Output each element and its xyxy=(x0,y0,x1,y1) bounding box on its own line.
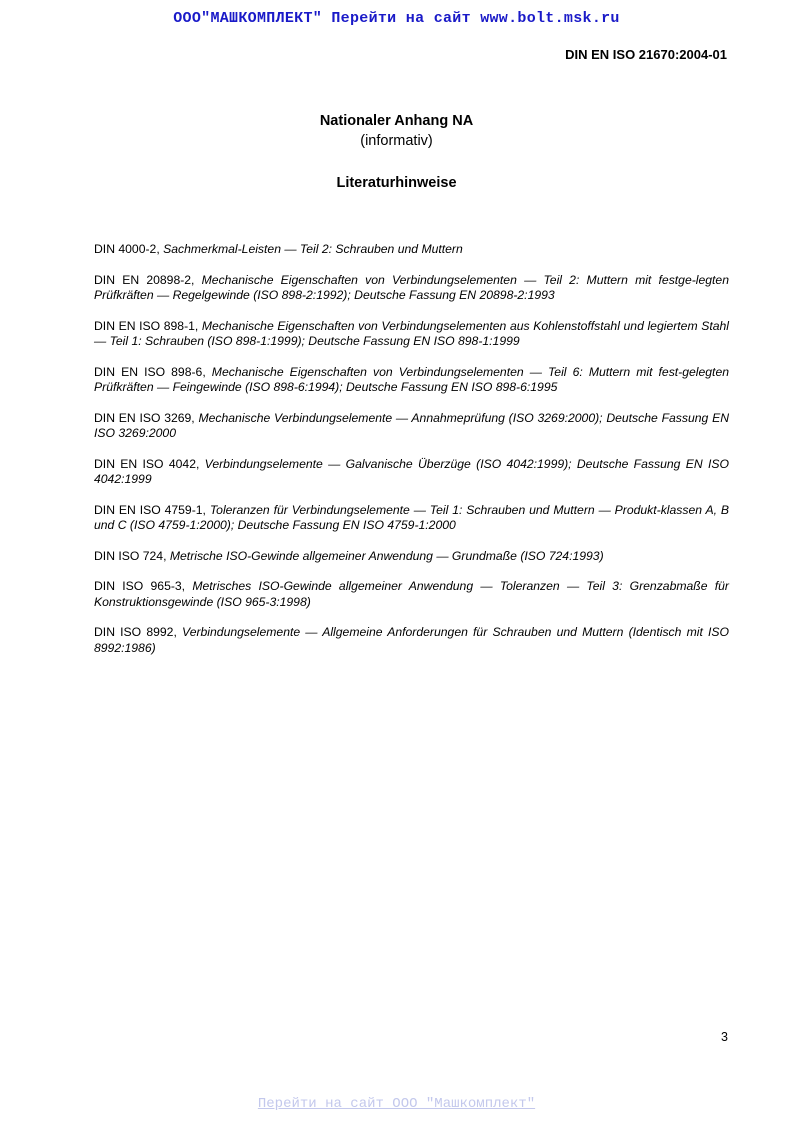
footer-site-link[interactable]: Перейти на сайт ООО "Машкомплект" xyxy=(257,1096,536,1112)
reference-code: DIN ISO 724, xyxy=(94,548,170,563)
reference-code: DIN 4000-2, xyxy=(94,242,164,256)
reference-code: DIN EN 20898-2, xyxy=(94,272,202,287)
reference-code: DIN EN ISO 898-1, xyxy=(94,318,202,333)
reference-item xyxy=(94,273,729,304)
reference-code: DIN ISO 8992, xyxy=(94,625,183,639)
reference-item xyxy=(94,625,729,656)
reference-code: DIN EN ISO 898-6, xyxy=(94,364,212,379)
reference-title: Mechanische Eigenschaften von Verbindungselementen aus Kohlenstoffstahl und legiertem Stahl — Teil 1: Schrauben (ISO 898-1:1999); Deutsche Fassung EN ISO 898-1:1999 xyxy=(94,318,729,348)
reference-code: DIN EN ISO 4042, xyxy=(94,456,205,471)
reference-item xyxy=(94,365,729,396)
reference-item xyxy=(94,319,729,350)
reference-title: Verbindungselemente — Galvanische Überzüge (ISO 4042:1999); Deutsche Fassung EN ISO 4042:1999 xyxy=(94,456,729,486)
annex-heading: Nationaler Anhang NA xyxy=(319,113,474,129)
site-banner[interactable]: ООО"МАШКОМПЛЕКТ" Перейти на сайт www.bolt.msk.ru xyxy=(173,10,620,27)
reference-title: Mechanische Eigenschaften von Verbindungselementen — Teil 2: Muttern mit festge-legten Prüfkräften — Regelgewinde (ISO 898-2:1992); Deutsche Fassung EN 20898-2:1993 xyxy=(94,272,729,302)
reference-title: Mechanische Verbindungselemente — Annahmeprüfung (ISO 3269:2000); Deutsche Fassung EN ISO 3269:2000 xyxy=(94,410,729,440)
annex-subheading: (informativ) xyxy=(360,133,433,149)
reference-code: DIN EN ISO 3269, xyxy=(94,410,199,425)
reference-item xyxy=(94,411,729,442)
bibliography-title: Literaturhinweise xyxy=(336,175,457,191)
reference-code: DIN ISO 965-3, xyxy=(94,579,193,593)
reference-title: Verbindungselemente — Allgemeine Anforderungen für Schrauben und Muttern (Identisch mit ISO 8992:1986) xyxy=(94,625,729,655)
reference-item xyxy=(94,503,729,534)
reference-item xyxy=(94,457,729,488)
reference-title: Mechanische Eigenschaften von Verbindungselementen — Teil 6: Muttern mit fest-gelegten Prüfkräften — Feingewinde (ISO 898-6:1994); Deutsche Fassung EN ISO 898-6:1995 xyxy=(94,364,730,394)
title-block xyxy=(0,111,793,193)
reference-title: Sachmerkmal-Leisten — Teil 2: Schrauben und Muttern xyxy=(163,242,463,256)
reference-item xyxy=(94,549,729,565)
reference-title: Metrische ISO-Gewinde allgemeiner Anwendung — Grundmaße (ISO 724:1993) xyxy=(169,548,604,563)
reference-item xyxy=(94,579,729,610)
reference-title: Metrisches ISO-Gewinde allgemeiner Anwendung — Toleranzen — Teil 3: Grenzabmaße für Konstruktionsgewinde (ISO 965-3:1998) xyxy=(94,579,729,609)
reference-code: DIN EN ISO 4759-1, xyxy=(94,502,210,517)
reference-item xyxy=(94,242,729,258)
reference-list xyxy=(94,242,729,671)
document-id: DIN EN ISO 21670:2004-01 xyxy=(565,47,727,62)
page-number: 3 xyxy=(721,1030,728,1044)
reference-title: Toleranzen für Verbindungselemente — Teil 1: Schrauben und Muttern — Produkt-klassen A, B und C (ISO 4759-1:2000); Deutsche Fassung EN ISO 4759-1:2000 xyxy=(94,502,730,532)
